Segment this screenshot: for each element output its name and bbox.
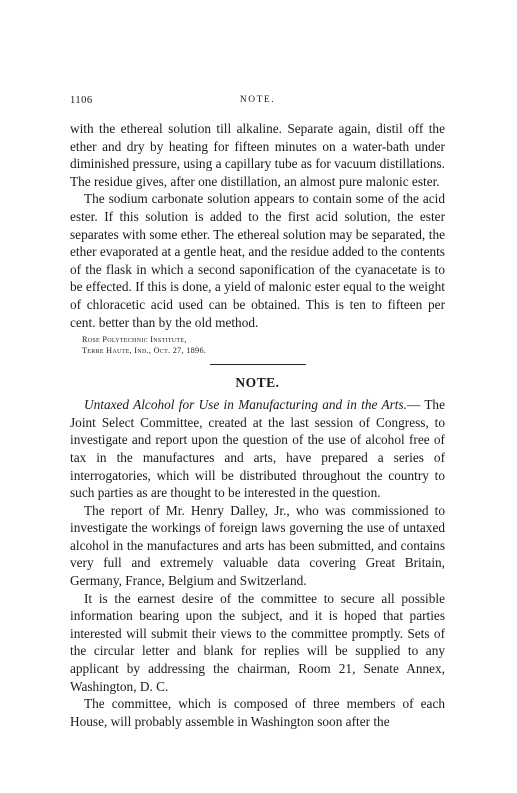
affiliation-line: Terre Haute, Ind., Oct. 27, 1896.	[82, 346, 207, 356]
affiliation-line: Rose Polytechnic Institute,	[82, 335, 187, 345]
section-divider	[210, 364, 306, 365]
note-paragraph: The report of Mr. Henry Dalley, Jr., who was commissioned to investigate the workings of foreign laws governing the use of untaxed alcohol in the manufactures and arts has been submitted, and contains very full and extremely valuable data covering Great Britain, Germany, France, Belgium and Switzerland.	[70, 502, 445, 589]
note-paragraph	[70, 396, 445, 502]
note-paragraph: It is the earnest desire of the committee to secure all possible information bearing upon the subject, and it is hoped that parties interested will submit their views to the committee promptly. Sets of the circular letter and blank for replies will be supplied to any applicant by addressing the chairman, Room 21, Senate Annex, Washington, D. C.	[70, 590, 445, 694]
article-paragraph: The sodium carbonate solution appears to contain some of the acid ester. If this solution is added to the first acid solution, the ester separates with some ether. The ethereal solution may be separated, the ether evaporated at a gentle heat, and the residue added to the contents of the flask in which a second saponification of the cyanacetate is to be effected. If this is done, a yield of malonic ester equal to the weight of chloracetic acid used can be obtained. This is ten to fifteen per cent. better than by the old method.	[70, 191, 445, 330]
note-title: Untaxed Alcohol for Use in Manufacturing and in the Arts.	[84, 397, 407, 413]
author-affiliation	[70, 334, 445, 356]
page-number: 1106	[70, 95, 93, 106]
running-head: NOTE.	[239, 95, 276, 105]
note-title-dash: —	[406, 397, 421, 413]
note-paragraph: The committee, which is composed of three members of each House, will probably assemble in Washington soon after the	[70, 696, 445, 729]
note-heading: NOTE.	[235, 375, 280, 391]
note-paragraph-text: The Joint Select Committee, created at the last session of Congress, to investigate and report upon the question of the use of alcohol free of tax in the manufactures and arts, have prepared a series of interrogatories, which will be distributed throughout the country to such parties as are thought to be interested in the question.	[70, 397, 445, 501]
body-text	[70, 120, 445, 730]
article-paragraph: with the ethereal solution till alkaline. Separate again, distil off the ether and dry by heating for fifteen minutes on a water-bath under diminished pressure, using a capillary tube as for vacuum distillations. The residue gives, after one distillation, an almost pure malonic ester.	[70, 121, 445, 189]
page-header	[70, 95, 445, 109]
